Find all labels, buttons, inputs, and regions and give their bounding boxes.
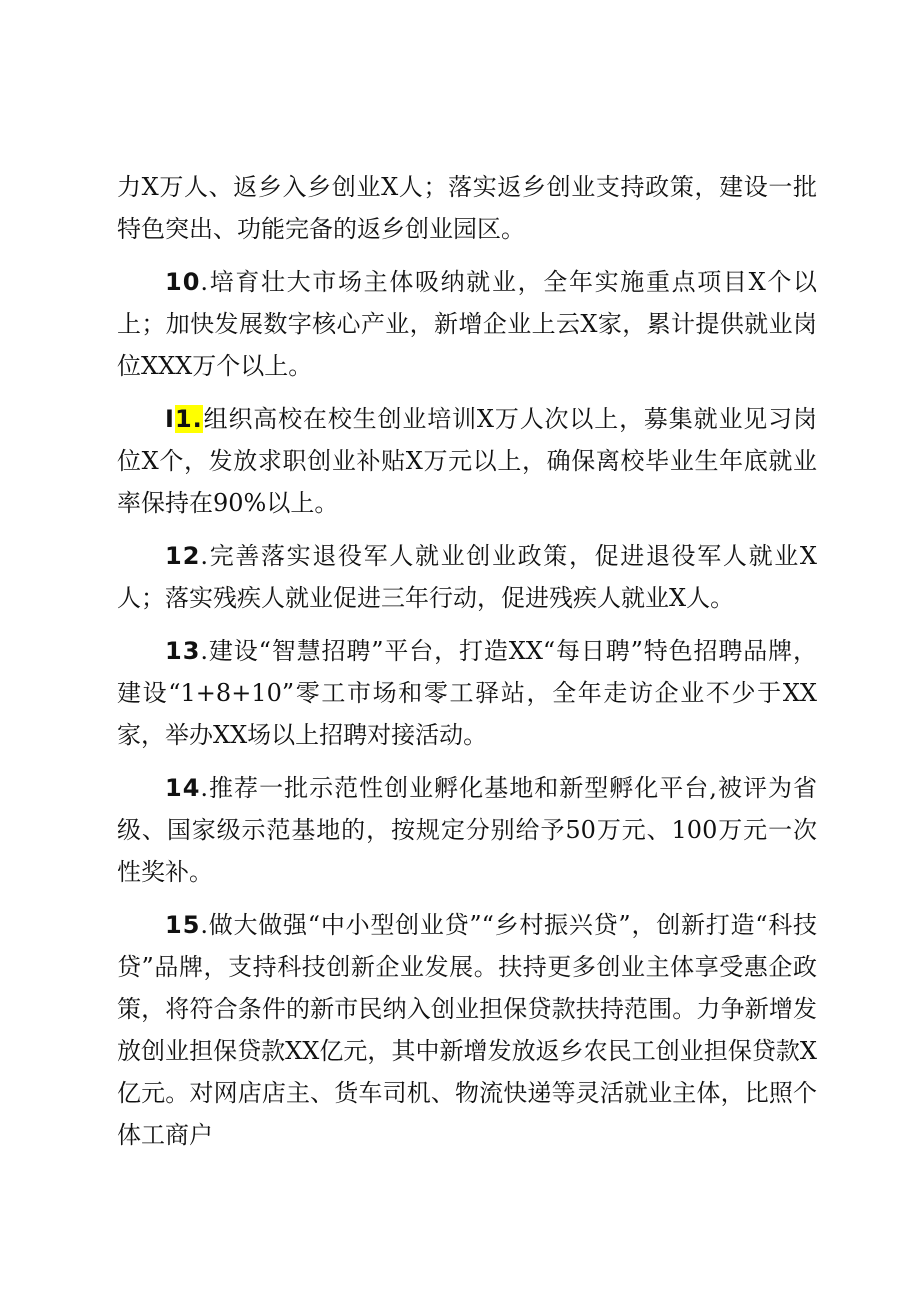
paragraph-text: .推荐一批示范性创业孵化基地和新型孵化平台,被评为省级、国家级示范基地的，按规定分别给予50万元、100万元一次性奖补。 [117,774,817,886]
item-number: 10 [165,268,201,296]
paragraph-11 [117,398,817,524]
paragraph-13 [117,630,817,756]
item-number: 13 [165,637,201,665]
paragraph-text: .做大做强“中小型创业贷”“乡村振兴贷”，创新打造“科技贷”品牌，支持科技创新企业发展。扶持更多创业主体享受惠企政策，将符合条件的新市民纳入创业担保贷款扶持范围。力争新增发放创业担保贷款XX亿元，其中新增发放返乡农民工创业担保贷款X亿元。对网店店主、货车司机、物流快递等灵活就业主体，比照个体工商户 [117,911,817,1149]
paragraph-text: 力X万人、返乡入乡创业X人；落实返乡创业支持政策，建设一批特色突出、功能完备的返乡创业园区。 [117,173,817,243]
item-number-prefix: I [165,405,175,433]
paragraph-text: 组织高校在校生创业培训X万人次以上，募集就业见习岗位X个，发放求职创业补贴X万元以上，确保离校毕业生年底就业率保持在90%以上。 [117,405,817,517]
paragraph-text: .建设“智慧招聘”平台，打造XX“每日聘”特色招聘品牌，建设“1+8+10”零工市场和零工驿站，全年走访企业不少于XX家，举办XX场以上招聘对接活动。 [117,637,817,749]
paragraph-14 [117,767,817,893]
paragraph-12 [117,535,817,619]
document-body [117,166,817,1167]
paragraph-10 [117,261,817,387]
paragraph-15 [117,904,817,1156]
item-number: 15 [165,911,201,939]
item-number: 14 [165,774,201,802]
highlighted-number: 1. [174,405,203,433]
item-number: 12 [165,542,201,570]
paragraph-text: .完善落实退役军人就业创业政策，促进退役军人就业X人；落实残疾人就业促进三年行动，促进残疾人就业X人。 [117,542,817,612]
paragraph-text: .培育壮大市场主体吸纳就业，全年实施重点项目X个以上；加快发展数字核心产业，新增企业上云X家，累计提供就业岗位XXX万个以上。 [117,268,817,380]
paragraph-continuation [117,166,817,250]
